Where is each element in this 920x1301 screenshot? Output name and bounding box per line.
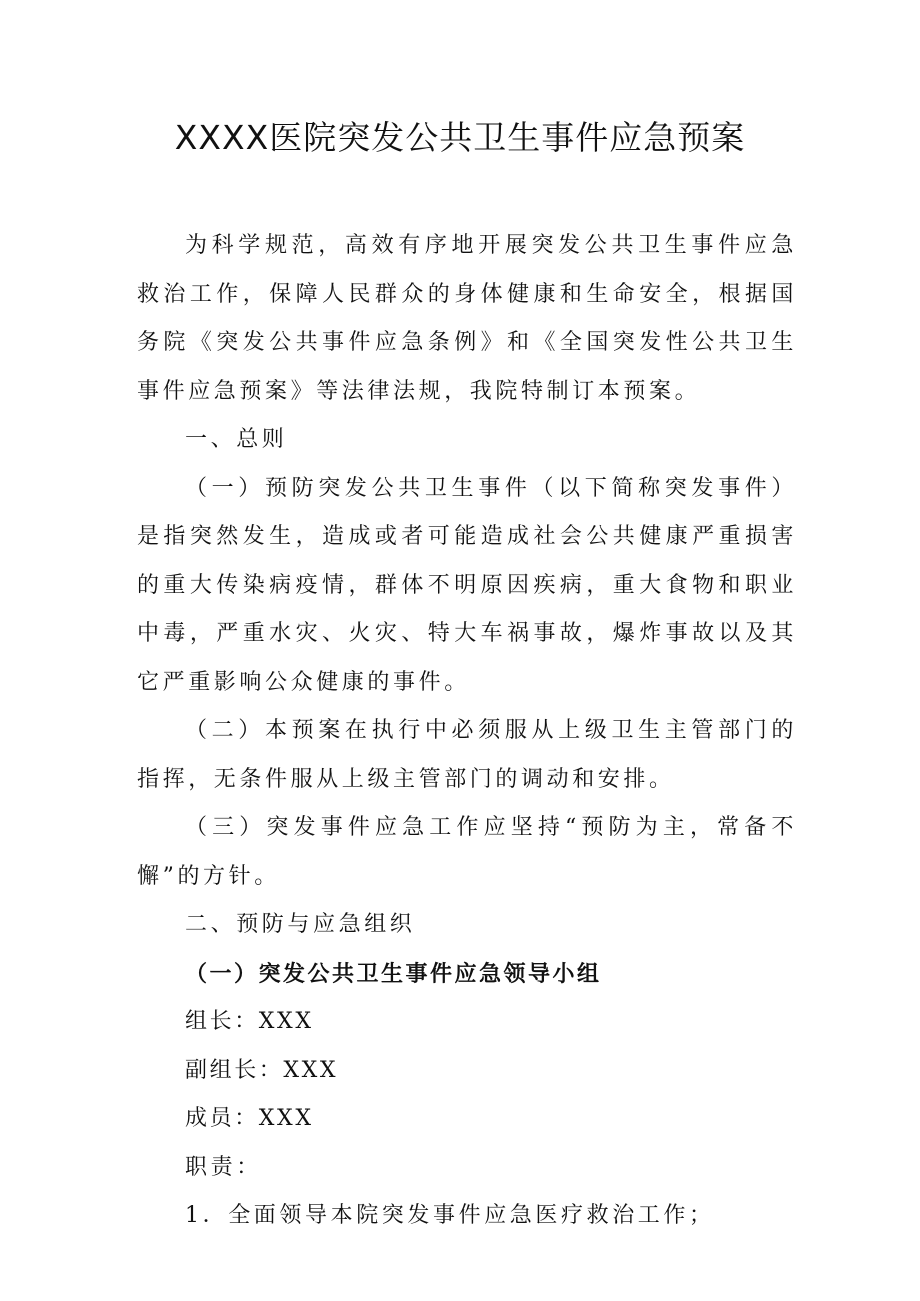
duty-item-1: 1．全面领导本院突发事件应急医疗救治工作； xyxy=(185,1203,715,1228)
duties-label: 职责： xyxy=(185,1154,262,1180)
section-2-subheading: （一）突发公共卫生事件应急领导小组 xyxy=(185,960,602,987)
section-1-item-2: （二）本预案在执行中必须服从上级卫生主管部门的指挥，无条件服从上级主管部门的调动和安排。 xyxy=(137,718,797,792)
intro-paragraph: 为科学规范，高效有序地开展突发公共卫生事件应急救治工作，保障人民群众的身体健康和生命安全，根据国务院《突发公共事件应急条例》和《全国突发性公共卫生事件应急预案》等法律法规，我院特制订本预案。 xyxy=(137,233,797,404)
section-2-heading: 二、预防与应急组织 xyxy=(185,912,416,937)
deputy-leader-line: 副组长：XXX xyxy=(185,1057,339,1083)
section-1-item-1: （一）预防突发公共卫生事件（以下简称突发事件）是指突然发生，造成或者可能造成社会公共健康严重损害的重大传染病疫情，群体不明原因疾病，重大食物和职业中毒，严重水灾、火灾、特大车祸事故，爆炸事故以及其它严重影响公众健康的事件。 xyxy=(137,475,797,695)
document-body xyxy=(137,222,797,1241)
section-1-heading: 一、总则 xyxy=(185,427,288,452)
document-title: XXXX医院突发公共卫生事件应急预案 xyxy=(174,118,746,157)
leader-line: 组长：XXX xyxy=(185,1009,314,1034)
members-line: 成员：XXX xyxy=(185,1106,314,1131)
section-1-item-3: （三）突发事件应急工作应坚持“预防为主，常备不懈”的方针。 xyxy=(137,815,797,889)
